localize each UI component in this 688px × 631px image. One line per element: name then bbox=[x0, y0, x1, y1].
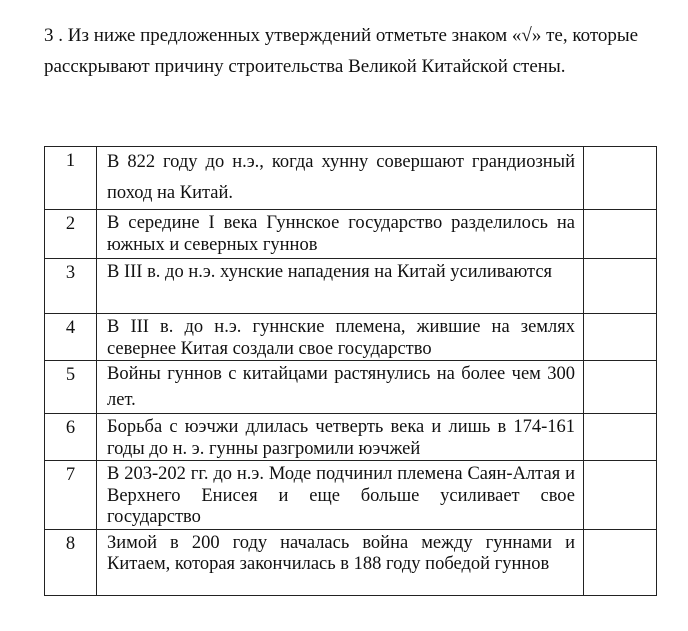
statement-text: В III в. до н.э. гуннские племена, жившие на землях севернее Китая создали свое государство bbox=[97, 314, 584, 361]
statement-text: Зимой в 200 году началась война между гуннами и Китаем, которая закончилась в 188 году победой гуннов bbox=[97, 529, 584, 595]
table-row bbox=[45, 461, 657, 530]
statement-text: Войны гуннов с китайцами растянулись на более чем 300 лет. bbox=[97, 361, 584, 414]
table-row bbox=[45, 529, 657, 595]
table-row bbox=[45, 147, 657, 210]
question-text: 3 . Из ниже предложенных утверждений отметьте знаком «√» те, которые расскрывают причину строительства Великой Китайской стены. bbox=[44, 25, 639, 77]
table-row bbox=[45, 259, 657, 314]
statement-text: Борьба с юэчжи длилась четверть века и лишь в 174-161 годы до н. э. гунны разгромили юэчжей bbox=[97, 414, 584, 461]
table-row bbox=[45, 361, 657, 414]
table-row bbox=[45, 414, 657, 461]
table-row bbox=[45, 210, 657, 259]
table-row bbox=[45, 314, 657, 361]
statements-table bbox=[44, 146, 657, 596]
row-number: 8 bbox=[45, 529, 97, 595]
row-number: 7 bbox=[45, 461, 97, 530]
row-number: 6 bbox=[45, 414, 97, 461]
answer-mark-cell[interactable] bbox=[584, 461, 657, 530]
statement-text: В середине I века Гуннское государство разделилось на южных и северных гуннов bbox=[97, 210, 584, 259]
row-number: 4 bbox=[45, 314, 97, 361]
statement-text: В III в. до н.э. хунские нападения на Китай усиливаются bbox=[97, 259, 584, 314]
row-number: 2 bbox=[45, 210, 97, 259]
row-number: 5 bbox=[45, 361, 97, 414]
row-number: 3 bbox=[45, 259, 97, 314]
answer-mark-cell[interactable] bbox=[584, 259, 657, 314]
statement-text: В 203-202 гг. до н.э. Моде подчинил племена Саян-Алтая и Верхнего Енисея и еще больше усиливает свое государство bbox=[97, 461, 584, 530]
statement-text: В 822 году до н.э., когда хунну совершают грандиозный поход на Китай. bbox=[97, 147, 584, 210]
answer-mark-cell[interactable] bbox=[584, 414, 657, 461]
row-number: 1 bbox=[45, 147, 97, 210]
answer-mark-cell[interactable] bbox=[584, 314, 657, 361]
answer-mark-cell[interactable] bbox=[584, 361, 657, 414]
answer-mark-cell[interactable] bbox=[584, 147, 657, 210]
answer-mark-cell[interactable] bbox=[584, 210, 657, 259]
answer-mark-cell[interactable] bbox=[584, 529, 657, 595]
